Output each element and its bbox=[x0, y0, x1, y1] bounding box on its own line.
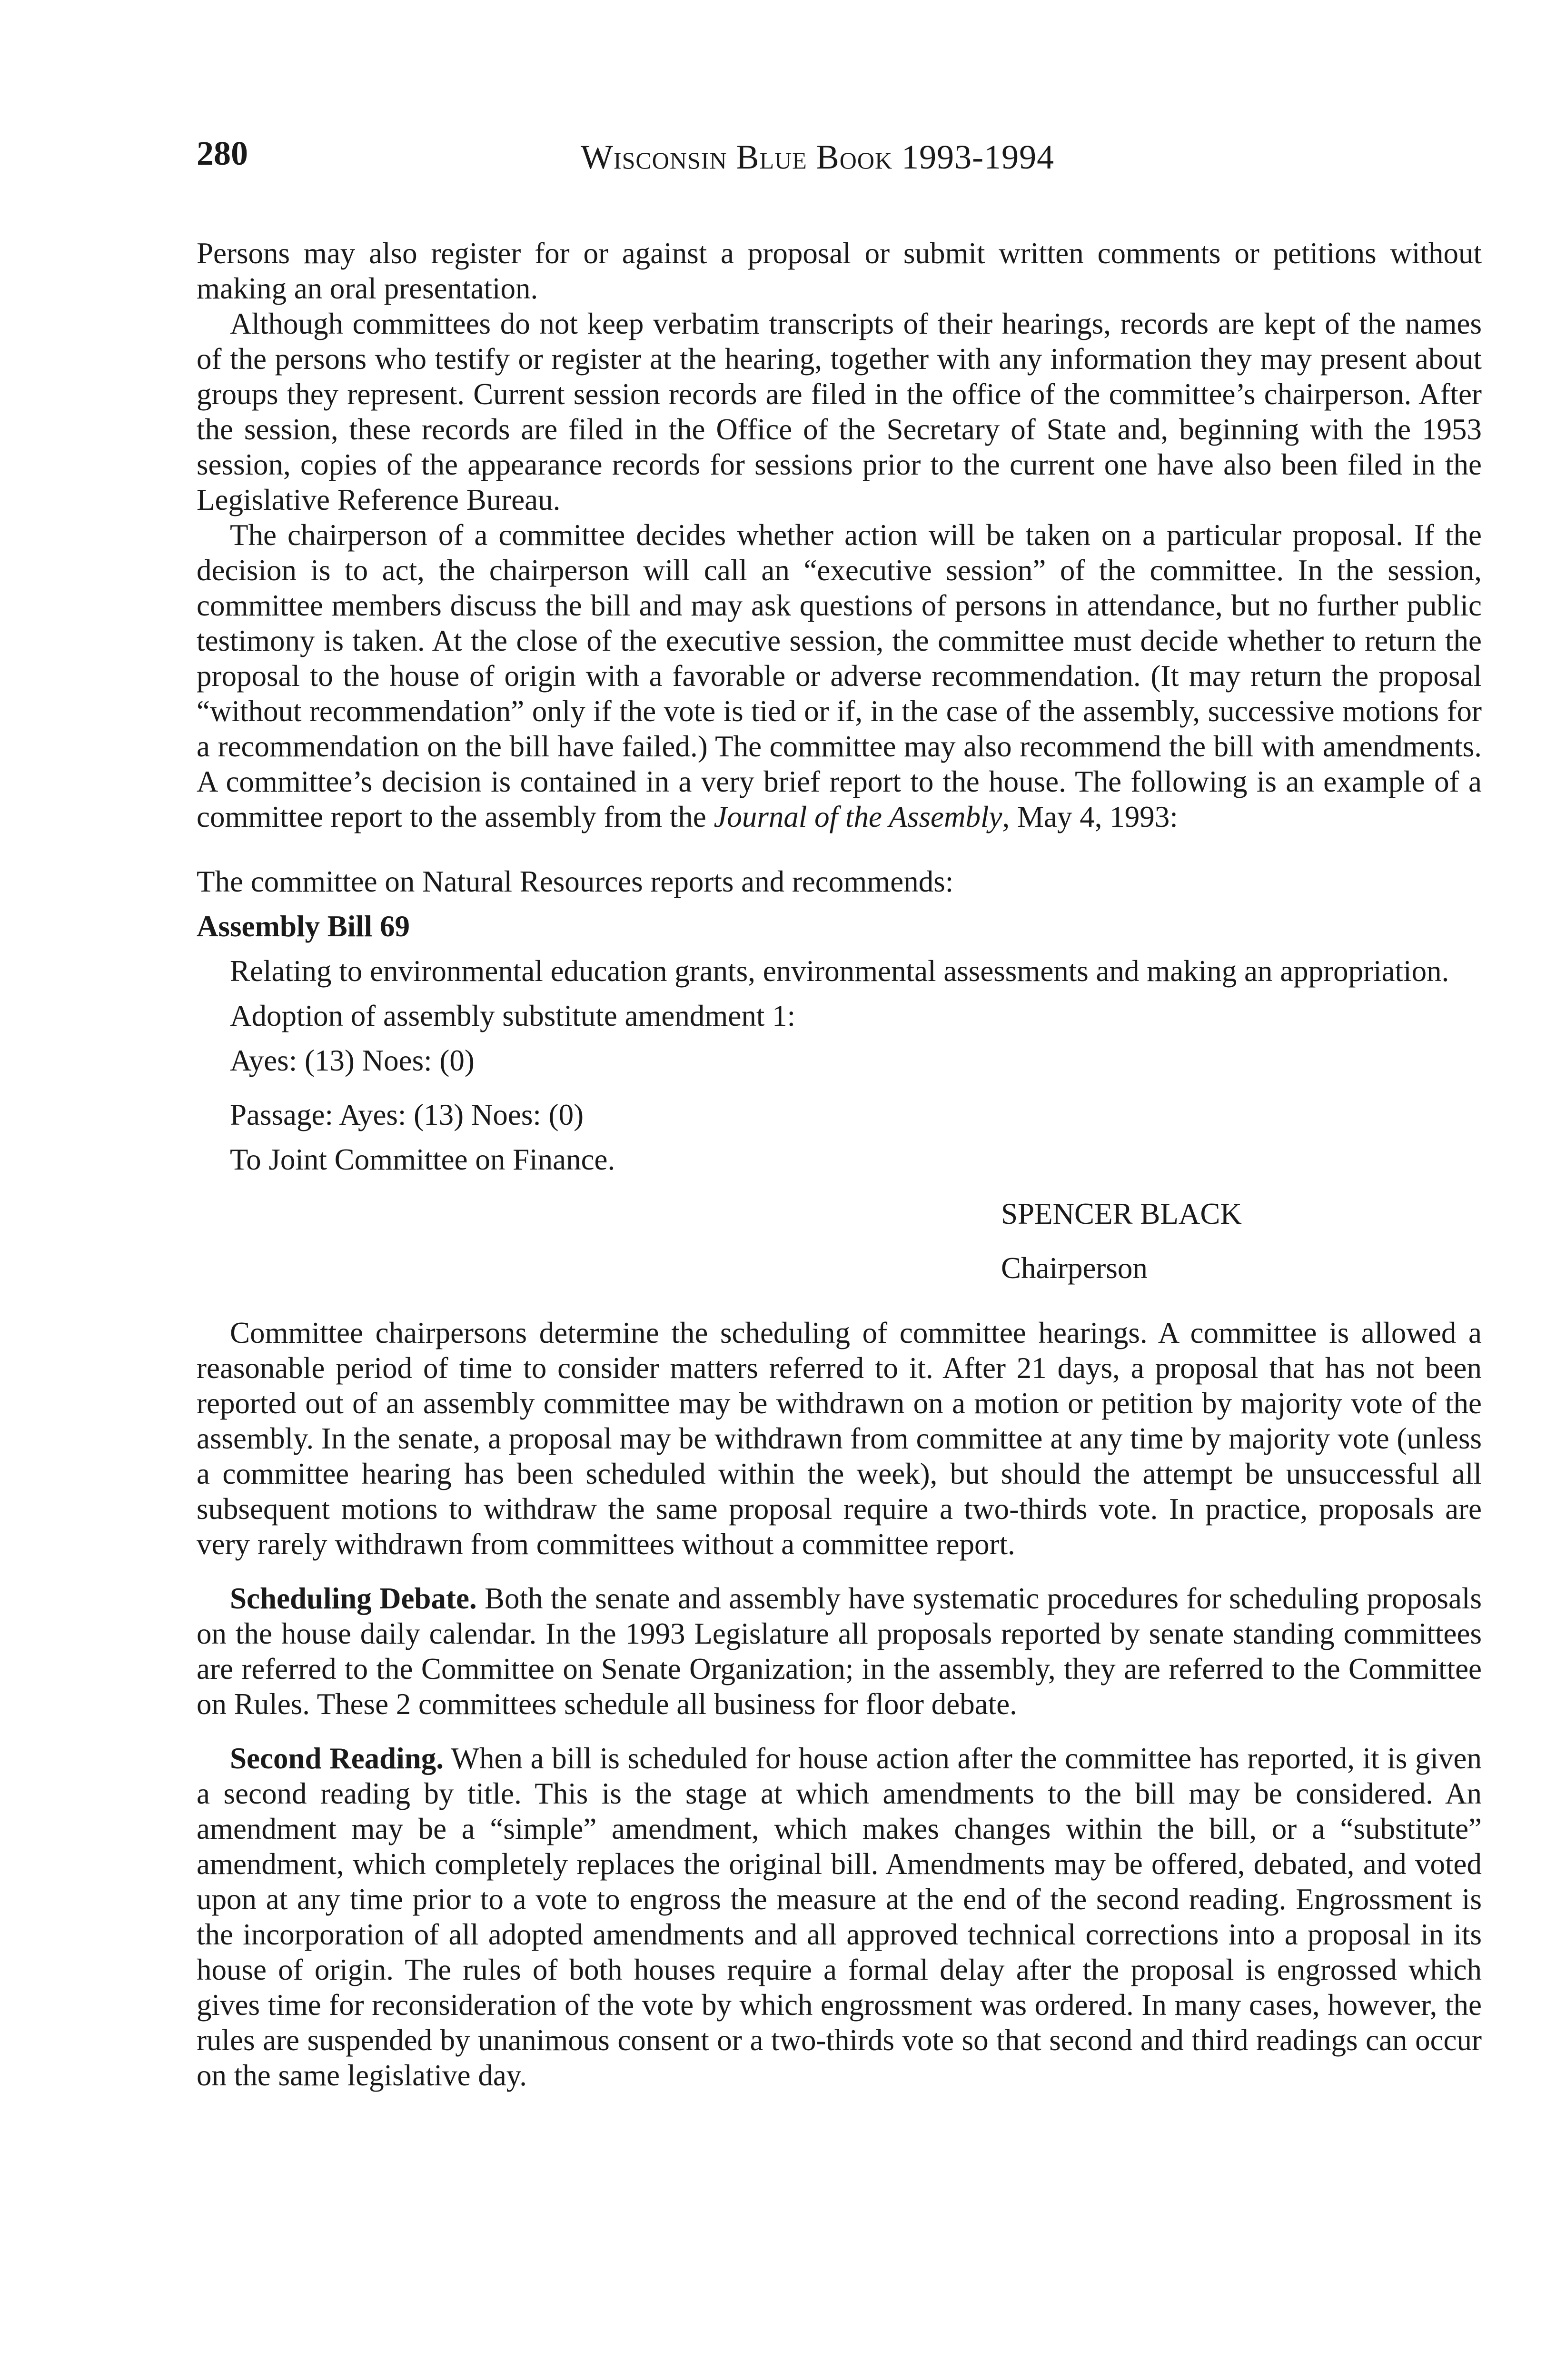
running-header-title: Wisconsin Blue Book 1993-1994 bbox=[581, 138, 1055, 176]
report-intro: The committee on Natural Resources reports and recommends: bbox=[197, 865, 954, 898]
journal-title: Journal of the Assembly bbox=[714, 800, 1002, 833]
paragraph-register: Persons may also register for or against a proposal or submit written comments or petitions without making an oral presentation. bbox=[197, 237, 1482, 305]
page-content bbox=[197, 236, 1482, 2093]
report-bill-number: Assembly Bill 69 bbox=[197, 910, 410, 943]
report-adoption: Adoption of assembly substitute amendment 1: bbox=[230, 999, 796, 1032]
paragraph-records: Although committees do not keep verbatim transcripts of their hearings, records are kept of the names of the persons who testify or register at the hearing, together with any information they may present about groups they represent. Current session records are filed in the office of the committee’s chairperson. After the session, these records are filed in the Office of the Secretary of State and, beginning with the 1953 session, copies of the appearance records for sessions prior to the current one have also been filed in the Legislative Reference Bureau. bbox=[197, 307, 1482, 516]
paragraph-scheduling-hearings: Committee chairpersons determine the scheduling of committee hearings. A committee is allowed a reasonable period of time to consider matters referred to it. After 21 days, a proposal that has not been reported out of an assembly committee may be withdrawn on a motion or petition by majority vote of the assembly. In the senate, a proposal may be withdrawn from committee at any time by majority vote (unless a committee hearing has been scheduled within the week), but should the attempt be unsuccessful all subsequent motions to withdraw the same proposal require a two-thirds vote. In practice, proposals are very rarely withdrawn from committees without a committee report. bbox=[197, 1316, 1482, 1561]
scheduling-debate-text: Both the senate and assembly have systematic procedures for scheduling proposals on the house daily calendar. In the 1993 Legislature all proposals reported by senate standing committees are referred to the Committee on Senate Organization; in the assembly, they are referred to the Committee on Rules. These 2 committees schedule all business for floor debate. bbox=[197, 1582, 1482, 1721]
report-signer-role: Chairperson bbox=[1001, 1251, 1148, 1285]
report-passage: Passage: Ayes: (13) Noes: (0) bbox=[230, 1098, 584, 1131]
report-signer-name: SPENCER BLACK bbox=[1001, 1197, 1242, 1230]
second-reading-heading: Second Reading. bbox=[230, 1742, 444, 1775]
second-reading-text: When a bill is scheduled for house action after the committee has reported, it is given a second reading by title. This is the stage at which amendments to the bill may be considered. An amendment may be a “simple” amendment, which makes changes within the bill, or a “substitute” amendment, which completely replaces the original bill. Amendments may be offered, debated, and voted upon at any time prior to a vote to engross the measure at the end of the second reading. Engrossment is the incorporation of all adopted amendments and all approved technical corrections into a proposal in its house of origin. The rules of both houses require a formal delay after the proposal is engrossed which gives time for reconsideration of the vote by which engrossment was ordered. In many cases, however, the rules are suspended by unanimous consent or a two-thirds vote so that second and third readings can occur on the same legislative day. bbox=[197, 1742, 1482, 2092]
paragraph-executive-session-text: The chairperson of a committee decides whether action will be taken on a particular proposal. If the decision is to act, the chairperson will call an “executive session” of the committee. In the session, committee members discuss the bill and may ask questions of persons in attendance, but no further public testimony is taken. At the close of the executive session, the committee must decide whether to return the proposal to the house of origin with a favorable or adverse recommendation. (It may return the proposal “without recommendation” only if the vote is tied or if, in the case of the assembly, successive motions for a recommendation on the bill have failed.) The committee may also recommend the bill with amendments. A committee’s decision is contained in a very brief report to the house. The following is an example of a committee report to the assembly from the bbox=[197, 518, 1482, 833]
paragraph-executive-session bbox=[197, 517, 1482, 834]
paragraph-executive-session-date: , May 4, 1993: bbox=[1002, 800, 1178, 833]
report-relating: Relating to environmental education grants, environmental assessments and making an appropriation. bbox=[230, 954, 1449, 988]
report-ayes-noes: Ayes: (13) Noes: (0) bbox=[230, 1044, 475, 1077]
paragraph-second-reading bbox=[197, 1741, 1482, 2093]
page-number: 280 bbox=[197, 134, 248, 172]
paragraph-scheduling-debate bbox=[197, 1581, 1482, 1722]
scheduling-debate-heading: Scheduling Debate. bbox=[230, 1582, 477, 1615]
report-referral: To Joint Committee on Finance. bbox=[230, 1143, 615, 1176]
